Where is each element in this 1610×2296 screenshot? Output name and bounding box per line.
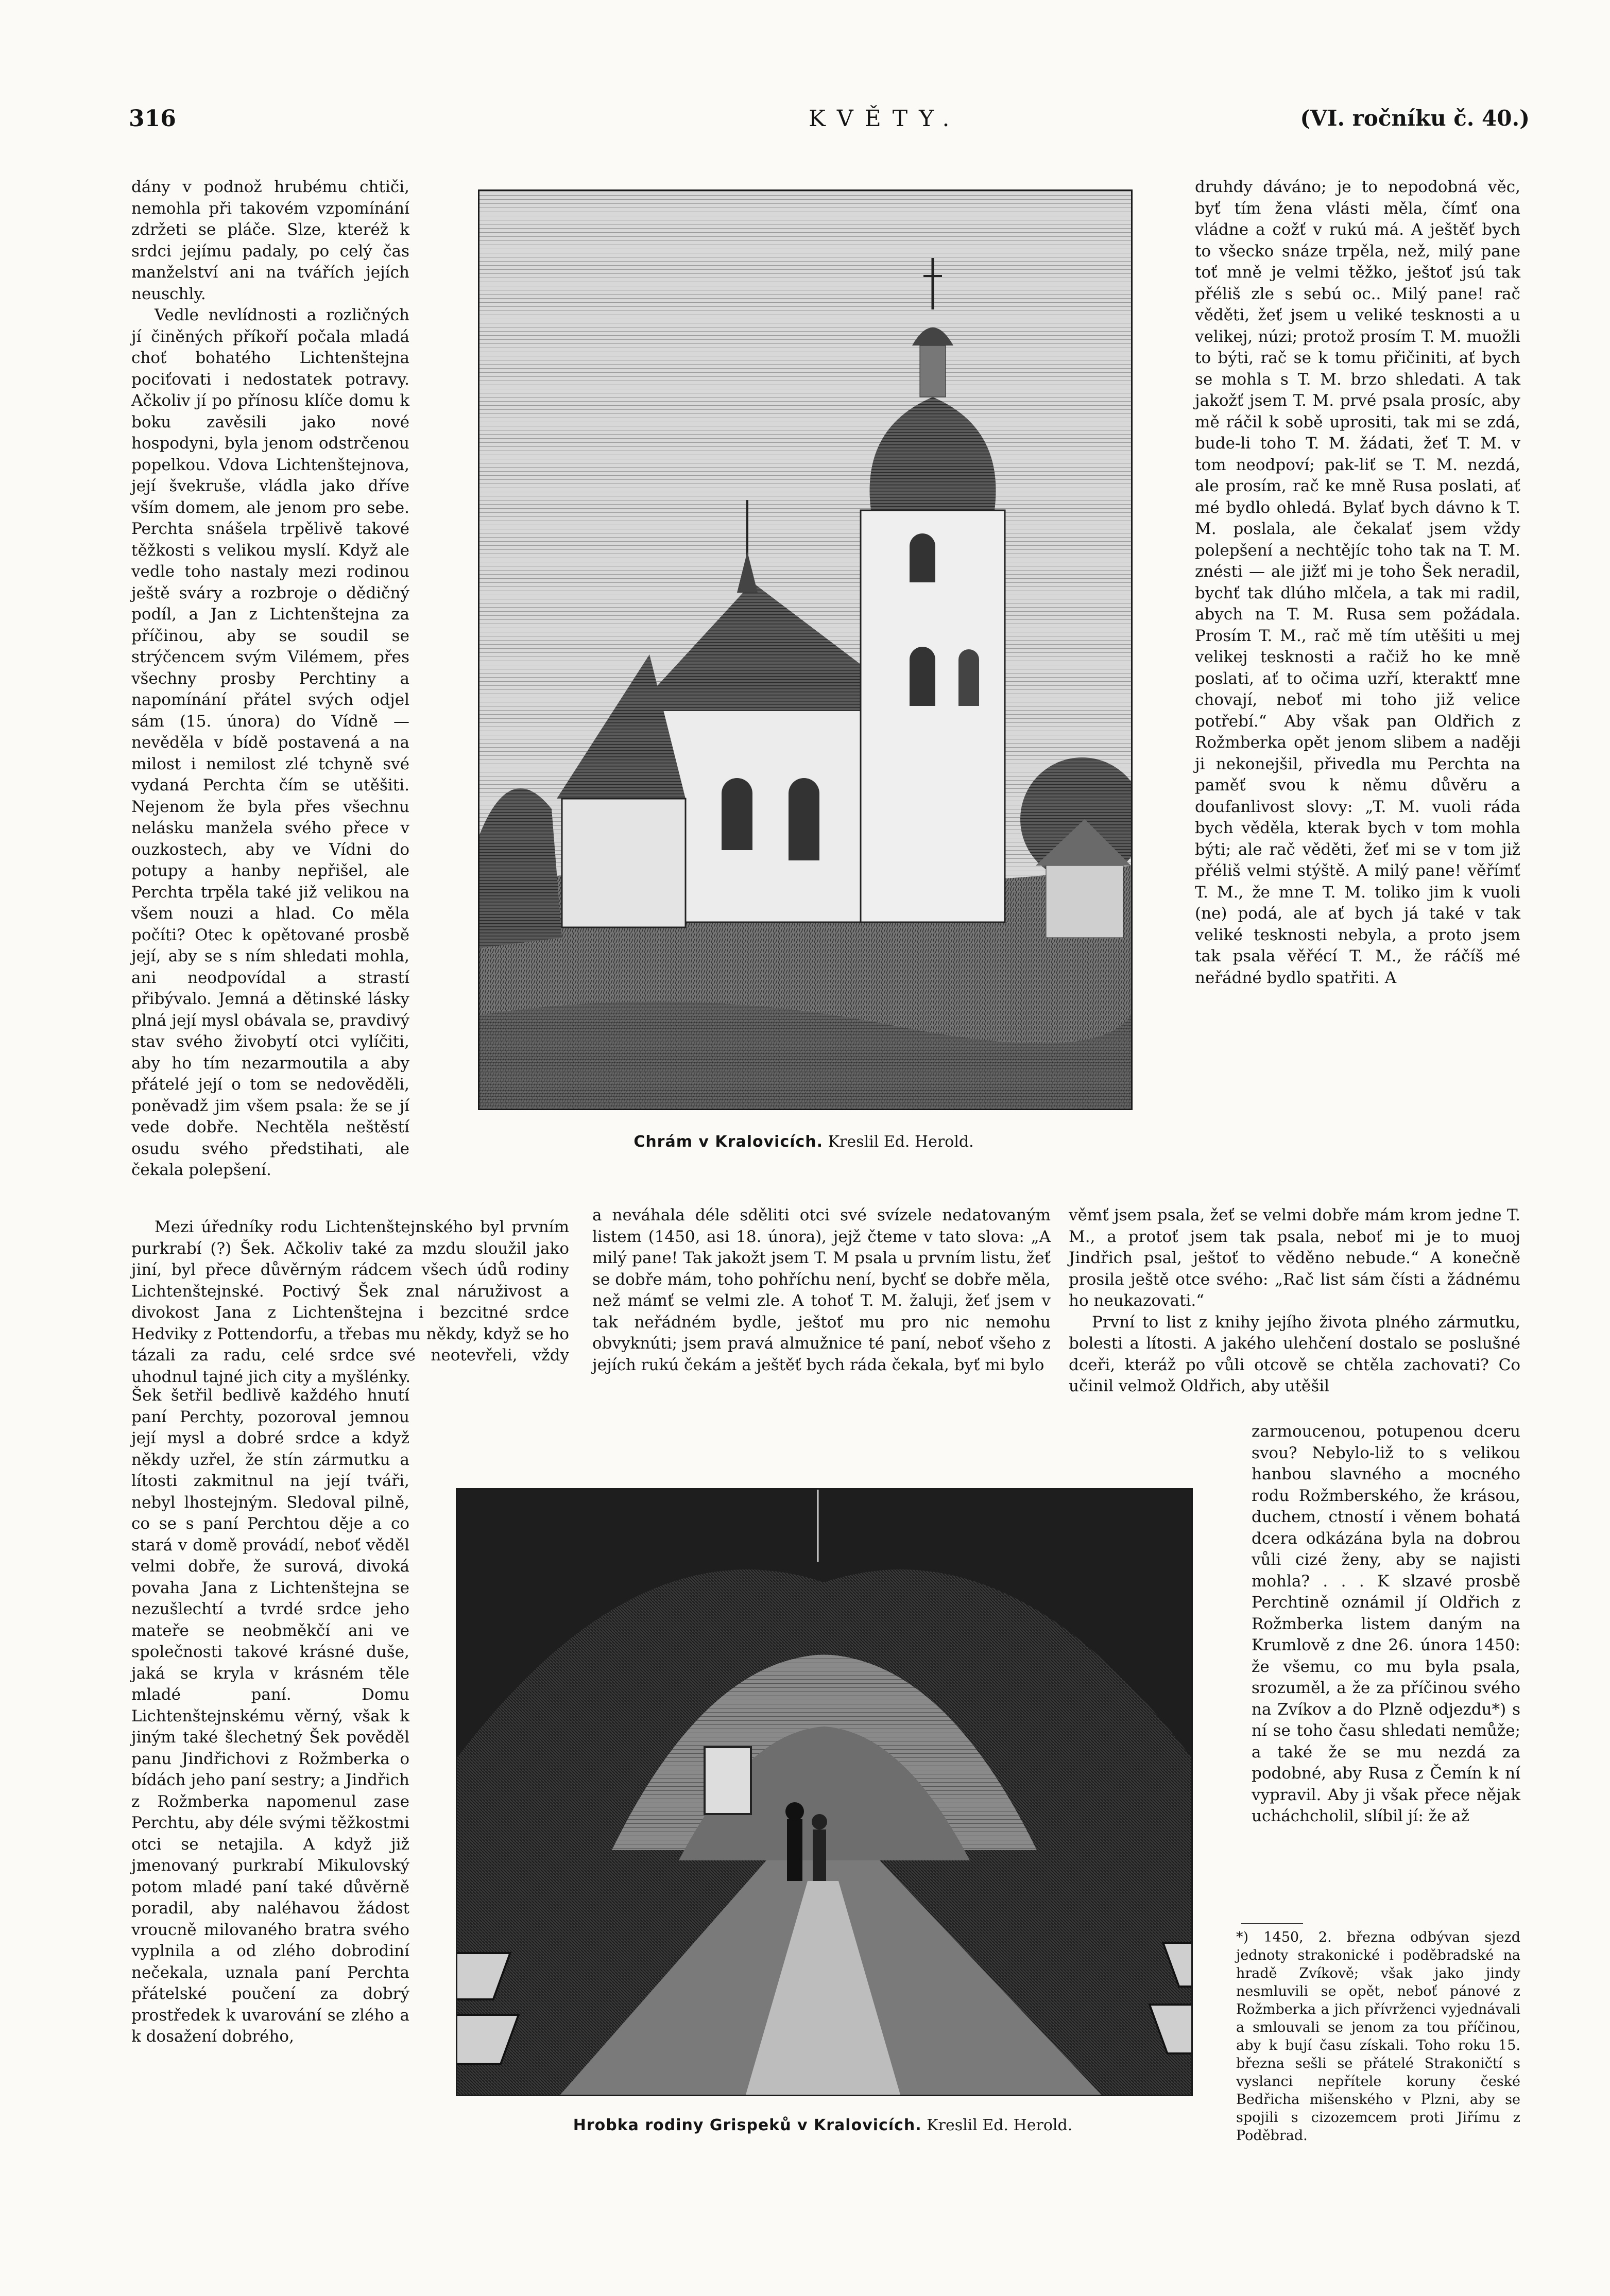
caption-title: Chrám v Kralovicích. [633, 1133, 824, 1151]
page-header [129, 106, 1530, 147]
crypt-engraving [456, 1488, 1193, 2096]
right-wide-block [1069, 1205, 1520, 1397]
issue-label: (VI. ročníku č. 40.) [1300, 106, 1530, 131]
footnote-rule [1241, 1923, 1303, 1924]
figure-caption-crypt [456, 2116, 1190, 2134]
crypt-illustration [457, 1490, 1191, 2095]
footnote-text: *) 1450, 2. března odbývan sjezd jednoty strakonické i poděbradské na hradě Zvíkově; však jako jindy nesmluvili se opět, neboť pánové z Rožmberka a jich přívrženci vyjednávali a smlouvali se jenom za tou příčinou, aby k bují času získali. Toho roku 15. března sešli se přátelé Strakoničtí s vyslanci nepřítele koruny české Bedřicha mišenského v Plzni, aby se spojili s cizozemcem proti Jiřímu z Poděbrad. [1236, 1929, 1520, 2144]
left-column [131, 177, 409, 1181]
paragraph: První to list z knihy jejího života plného zármutku, bolesti a lítosti. A jakého ulehčení dostalo se poslušné dceři, kteráž po vůli otcově se chtěla zachovati? Co učinil velmož Oldřich, aby utěšil [1069, 1313, 1520, 1395]
right-column [1195, 177, 1520, 989]
wide-paragraph-left [131, 1217, 569, 1388]
paragraph: a neváhala déle sděliti otci své svízele nedatovaným listem (1450, asi 18. února), jejž čteme v tato slova: „A milý pane! Tak jakožt jsem T. M psala u prvním listu, žeť se dobře mám, toho pohříchu není, bychť se dobře měla, než mámť se velmi zle. A tohoť T. M. žaluji, žeť jsem v tak neřádném bydle, ještoť mu pro nic nemohu obvyknúti; jsem pravá almužnice té paní, neboť všeho z jejích rukú čekám a ještěť bych ráda čekala, byť mi bylo [592, 1206, 1051, 1374]
church-illustration [479, 191, 1131, 1109]
caption-credit: Kreslil Ed. Herold. [828, 1133, 974, 1151]
caption-title: Hrobka rodiny Grispeků v Kralovicích. [573, 2116, 922, 2134]
right-lower-column [1252, 1421, 1520, 1827]
left-lower-column [131, 1385, 409, 2048]
figure-caption-church [478, 1133, 1129, 1151]
paragraph: druhdy dáváno; je to nepodobná věc, byť tím žena vlásti měla, čímť ona vládne a cožť v rukú má. A ještěť bych to všecko snáze trpěla, než, milý pane toť mně je velmi těžko, ještoť jsú tak přéliš zle s sebú oc.. Milý pane! rač věděti, žeť jsem u veliké tesknosti a u velikej, núzi; protož prosím T. M. muožli to býti, rač se k tomu přičiniti, ať bych se mohla s T. M. brzo shledati. A tak jakožť jsem T. M. prvé psala prosíc, aby mě ráčil k sobě uprositi, tak mi se zdá, bude-li toho T. M. žádati, žeť T. M. v tom neodpoví; pak-liť se T. M. nezdá, ale prosím, rač ke mně Rusa poslati, ať mé bydlo ohledá. Bylať bych dávno k T. M. poslala, ale čekalať jsem vždy polepšení a nechtějíc toho tak na T. M. znésti — ale jižť mi je toho Šek neradil, bychť tak dlúho mlčela, a tak mi radil, abych na T. M. Rusa sem požádala. Prosím T. M., rač mě tím utěšiti u mej velikej tesknosti a račiž ho ke mně poslati, ať to očima uzří, kteraktť mne chovají, neboť mi toho již velice potřebí.“ Aby však pan Oldřich z Rožmberka opět jenom slibem a naději ji nekonejšil, přivedla mu Perchta na paměť svou k němu důvěru a doufanlivost slovy: „T. M. vuoli ráda bych věděla, kterak bych v tom mohla býti; ale rač věděti, žeť mi se v tom již přéliš velmi stýště. A milý pane! věřímť T. M., že mne T. M. toliko jim k vuoli (ne) podá, ale ať bych já také v tak veliké tesknosti nebyla, a proto jsem tak psala věřécí T. M., že ráčíš mé neřádné bydlo spatřiti. A [1195, 178, 1520, 987]
journal-title: KVĚTY. [809, 106, 961, 132]
page-number: 316 [129, 106, 176, 132]
church-engraving [478, 189, 1133, 1110]
caption-credit: Kreslil Ed. Herold. [927, 2116, 1073, 2134]
paragraph: dány v podnož hrubému chtiči, nemohla při takovém vzpomínání zdržeti se pláče. Slze, kteréž k srdci jejímu padaly, po celý čas manželství ani na tvářích jejích neuschly. [131, 178, 409, 303]
paragraph: zarmoucenou, potupenou dceru svou? Nebylo-liž to s velikou hanbou slavného a mocného rodu Rožmberského, že krásou, duchem, ctností i věnem bohatá dcera odkázána byla na dobrou vůli cizé ženy, aby se najisti mohla? . . . K slzavé prosbě Perchtině oznámil jí Oldřich z Rožmberka listem daným na Krumlově z dne 26. února 1450: že všemu, co mu byla psala, srozuměl, a že za příčinou svého na Zvíkov a do Plzně odjezdu*) s ní se toho času shledati nemůže; a také že se mu nezdá za podobné, aby Rusa z Čemín k ní vypravil. Aby ji však přece nějak ucháchcholil, slíbil jí: že až [1252, 1422, 1520, 1825]
paragraph: Šek šetřil bedlivě každého hnutí paní Perchty, pozoroval jemnou její mysl a dobré srdce a když někdy uzřel, že stín zármutku a lítosti zakmitnul na její tváři, nebyl lhostejným. Sledoval pilně, co se s paní Perchtou děje a co stará v domě provádí, neboť věděl velmi dobře, že surová, divoká povaha Jana z Lichtenštejna se nezušlechtí a tvrdé srdce jeho mateře se neobměkčí ani ve společnosti takové krásné duše, jaká se kryla v krásném těle mladé paní. Domu Lichtenštejnskému věrný, však k jiným také šlechetný Šek pověděl panu Jindřichovi z Rožmberka o bídách jeho paní sestry; a Jindřich z Rožmberka napomenul zase Perchtu, aby déle svými těžkostmi otci se netajila. A když již jmenovaný purkrabí Mikulovský potom mladé paní také důvěrně poradil, aby naléhavou žádost vroucně milovaného bratra svého vyplnila a od zlého dobrodiní nečekala, uznala paní Perchta přátelské poučení za dobrý prostředek k uvarování se zlého a k dosažení dobrého, [131, 1386, 409, 2046]
middle-column [592, 1205, 1051, 1376]
paragraph: Vedle nevlídnosti a rozličných jí činěných příkoří počala mladá choť bohatého Lichtenštejna pociťovati i nedostatek potravy. Ačkoliv jí po přínosu klíče domu k boku zavěsili jako nové hospodyni, byla jenom odstrčenou popelkou. Vdova Lichtenštejnova, její švekruše, vládla jako dříve vším domem, ale jenom pro sebe. Perchta snášela trpělivě takové těžkosti s velikou myslí. Když ale vedle toho nastaly mezi rodinou ještě sváry a rozbroje o dědičný podíl, a Jan z Lichtenštejna za příčinou, aby se soudil se strýčencem svým Vilémem, přes všechny prosby Perchtiny a napomínání přátel svých odjel sám (15. února) do Vídně — nevěděla v bídě postavená a na milost i nemilost zlé tchyně své vydaná Perchta čím se utěšiti. Nejenom že byla přes všechnu nelásku manžela svého přece v ouzkostech, aby ve Vídni do potupy a hanby nepřišel, ale Perchta trpěla také již velikou na všem nouzi a hlad. Co měla počíti? Otec k opětované prosbě její, aby se s ním shledati mohla, ani neodpovídal a strastí přibývalo. Jemná a dětinské lásky plná její mysl obávala se, pravdivý stav svého živobytí otci vylíčiti, aby ho tím nezarmoutila a aby přátelé její o tom se nedověděli, poněvadž jim všem psala: že se jí vede dobře. Nechtěla neštěstí osudu svého předstihati, ale čekala polepšení. [131, 306, 409, 1179]
footnote [1236, 1928, 1520, 2145]
paragraph: Mezi úředníky rodu Lichtenštejnského byl prvním purkrabí (?) Šek. Ačkoliv také za mzdu sloužil jako jiní, byl přece důvěrným rádcem všech údů rodiny Lichtenštejnské. Poctivý Šek znal náruživost a divokost Jana z Lichtenštejna i bezcitné srdce Hedviky z Pottendorfu, a třebas mu někdy, když se ho tázali za radu, celé srdce své neotevřeli, vždy uhodnul tajné jich city a myšlénky. [131, 1218, 569, 1386]
paragraph: věmť jsem psala, žeť se velmi dobře mám krom jedne T. M., a protoť jsem tak psala, neboť mi je to muoj Jindřich psal, ještoť to věděno nebude.“ A konečně prosila ještě otce svého: „Rač list sám čísti a žádnému ho neukazovati.“ [1069, 1206, 1520, 1310]
